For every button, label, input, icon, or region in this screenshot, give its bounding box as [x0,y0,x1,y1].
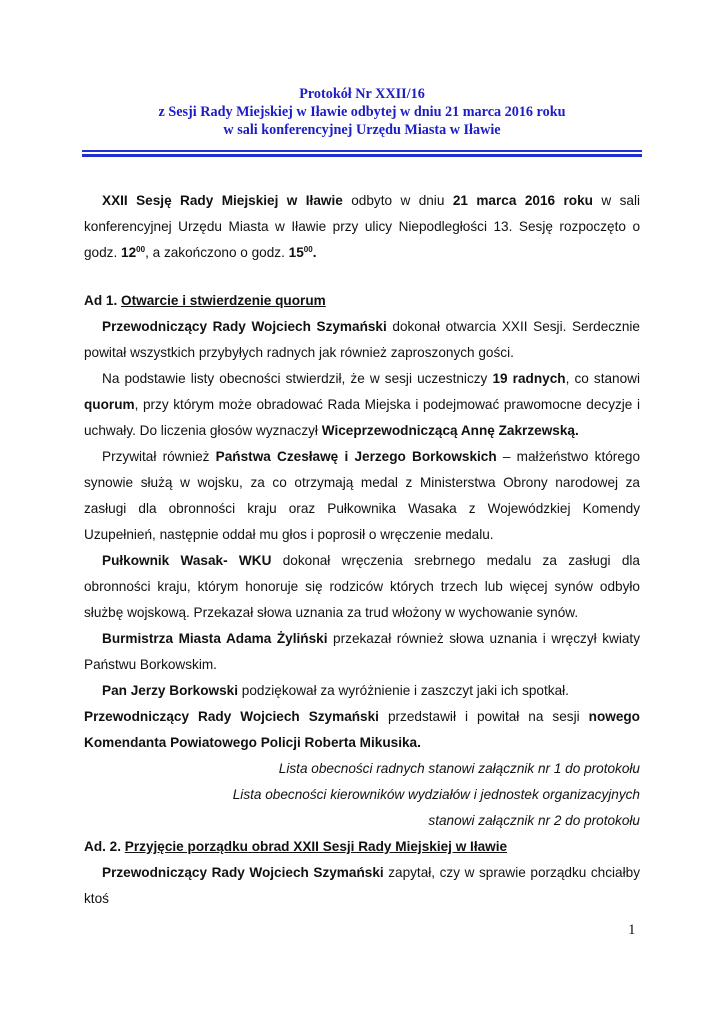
ad1-paragraph-police: Przewodniczący Rady Wojciech Szymański przedstawił i powitał na sesji nowego Komendanta Powiatowego Policji Roberta Mikusika. [84,709,640,750]
document-header [84,85,640,139]
ad1-paragraph-medal: Pułkownik Wasak- WKU dokonał wręczenia srebrnego medalu za zasługi dla obronności kraju, którym honoruje się rodziców których trzech lub więcej synów odbyło służbę wojskową. Przekazał słowa uznania za trud włożony w wychowanie synów. [84,553,640,620]
ad2-heading: Ad. 2. Przyjęcie porządku obrad XXII Sesji Rady Miejskiej w Iławie [84,839,508,854]
ad1-paragraph-mayor: Burmistrza Miasta Adama Żyliński przekazał również słowa uznania i wręczył kwiaty Państwu Borkowskim. [84,631,640,672]
protocol-title: Protokół Nr XXII/16 [299,86,425,102]
venue-subtitle: w sali konferencyjnej Urzędu Miasta w Iławie [223,122,501,138]
header-rule-thin [82,150,642,152]
ad2-paragraph: Przewodniczący Rady Wojciech Szymański zapytał, czy w sprawie porządku chciałby ktoś [84,865,640,906]
ad1-paragraph-greeting: Przywitał również Państwa Czesławę i Jerzego Borkowskich – małżeństwo którego synowie służą w wojsku, za co otrzymają medal z Ministerstwa Obrony narodowej za zasługi dla obronności kraju oraz Pułkownika Wasaka z Wojewódzkiej Komendy Uzupełnień, następnie oddał mu głos i poprosił o wręczenie medalu. [84,449,640,542]
page-number: 1 [628,922,636,938]
ad1-paragraph-thanks: Pan Jerzy Borkowski podziękował za wyróżnienie i zaszczyt jaki ich spotkał. [102,683,569,698]
document-body [84,188,640,912]
ad1-paragraph-quorum: Na podstawie listy obecności stwierdził, że w sesji uczestniczy 19 radnych, co stanowi quorum, przy którym może obradować Rada Miejska i podejmować prawomocne decyzje i uchwały. Do liczenia głosów wyznaczył Wiceprzewodniczącą Annę Zakrzewską. [84,371,640,438]
intro-paragraph: XXII Sesję Rady Miejskiej w Iławie odbyto w dniu 21 marca 2016 roku w sali konferencyjnej Urzędu Miasta w Iławie przy ulicy Niepodległości 13. Sesję rozpoczęto o godz. $12^{00}$, a zakończono o godz. $15^{00}$. [84,193,640,260]
attachment-note-2: Lista obecności kierowników wydziałów i jednostek organizacyjnych [232,787,640,802]
end-time: $15^{00}$. [288,245,317,260]
session-subtitle: z Sesji Rady Miejskiej w Iławie odbytej w dniu 21 marca 2016 roku [158,104,566,120]
start-time: $12^{00}$ [121,245,146,260]
header-rule-thick [82,154,642,157]
session-name: XXII Sesję Rady Miejskiej w Iławie [102,193,343,208]
session-date: 21 marca 2016 roku [452,193,593,208]
attachment-note-3: stanowi załącznik nr 2 do protokołu [428,813,640,828]
attachment-note-1: Lista obecności radnych stanowi załącznik nr 1 do protokołu [278,761,640,776]
ad1-heading: Ad 1. Otwarcie i stwierdzenie quorum [84,293,326,308]
ad1-paragraph-opening: Przewodniczący Rady Wojciech Szymański dokonał otwarcia XXII Sesji. Serdecznie powitał wszystkich przybyłych radnych jak również zaproszonych gości. [84,319,640,360]
